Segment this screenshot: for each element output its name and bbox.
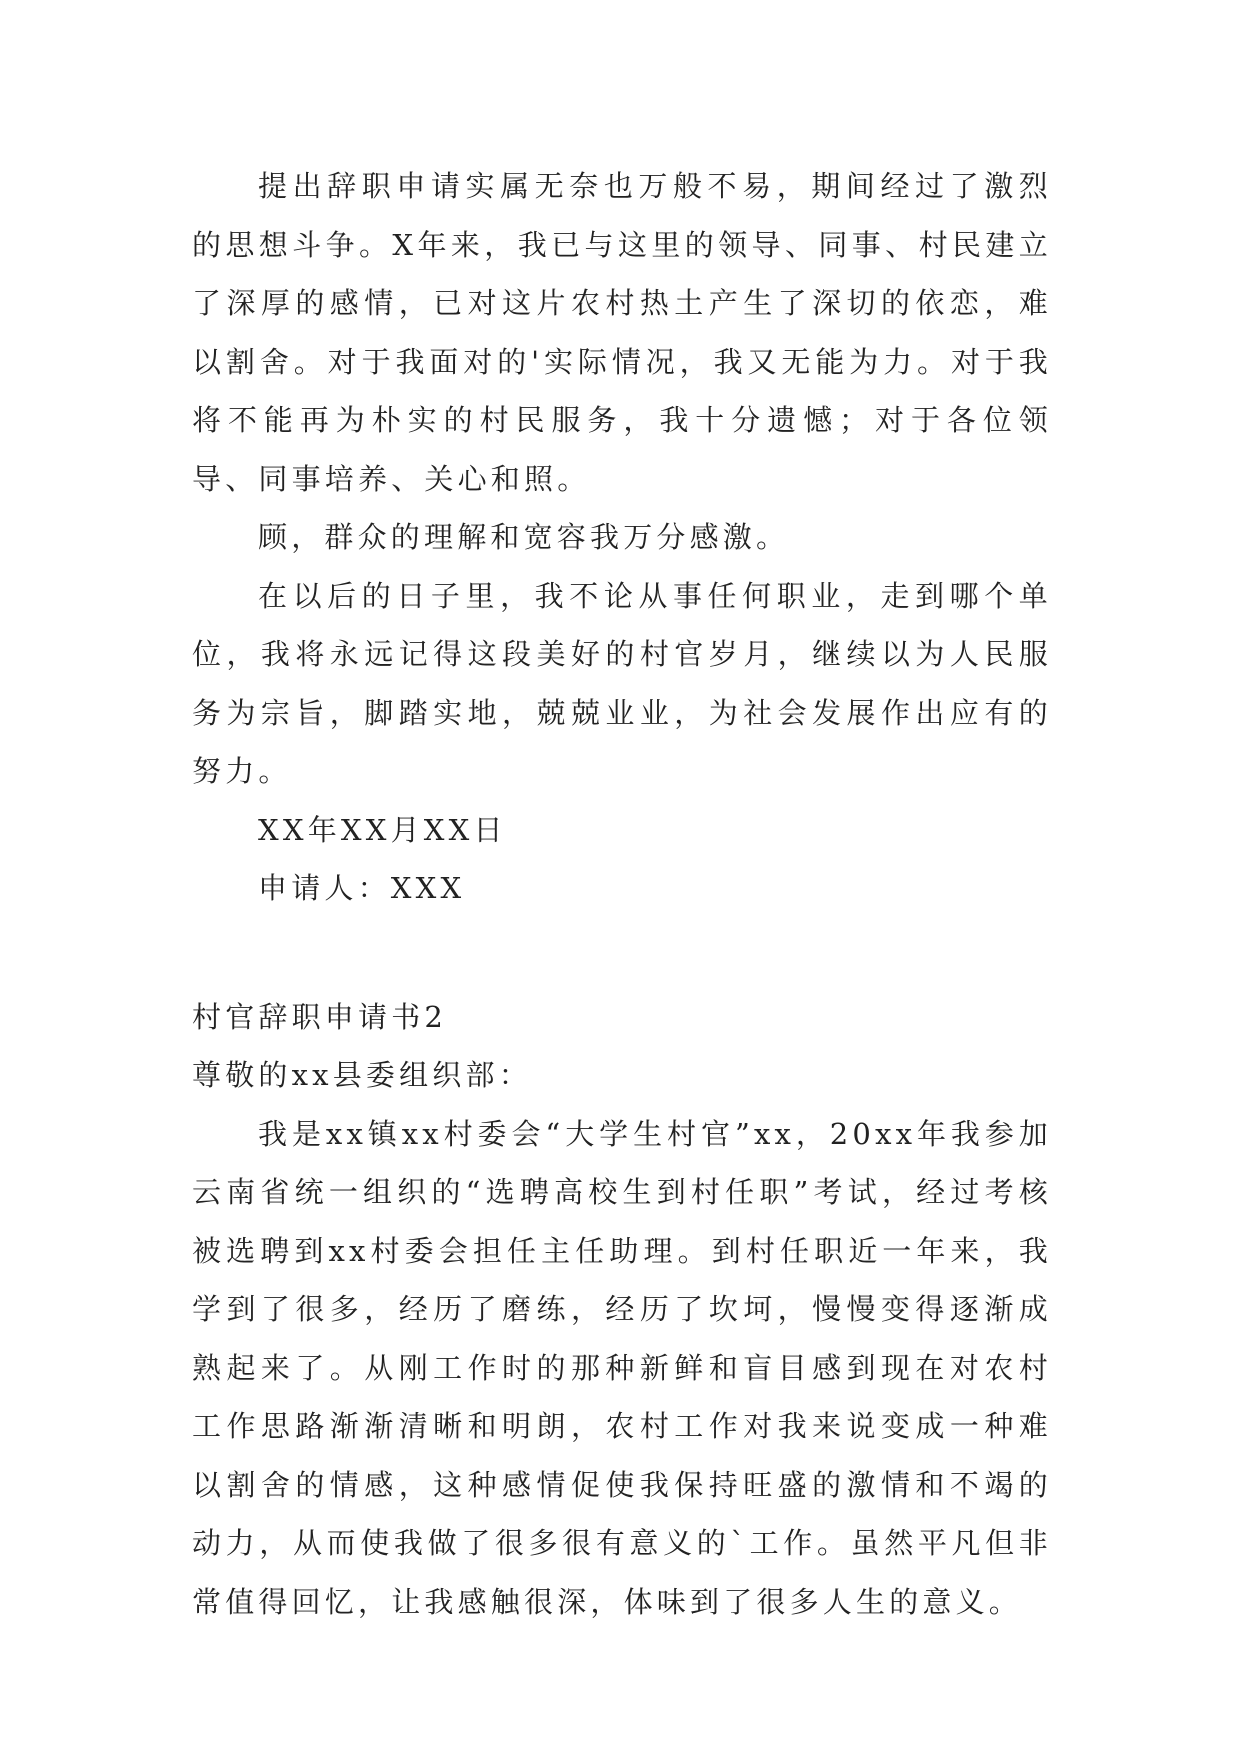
section-title: 村官辞职申请书2 xyxy=(192,999,448,1034)
section-spacer xyxy=(192,918,1052,988)
salutation: 尊敬的xx县委组织部： xyxy=(192,1058,532,1092)
paragraph-introduction: 我是xx镇xx村委会“大学生村官”xx，20xx年我参加云南省统一组织的“选聘高校生到村任职”考试，经过考核被选聘到xx村委会担任主任助理。到村任职近一年来，我学到了很多，经历了磨练，经历了坎坷，慢慢变得逐渐成熟起来了。从刚工作时的那种新鲜和盲目感到现在对农村工作思路渐渐清晰和明朗，农村工作对我来说变成一种难以割舍的情感，这种感情促使我保持旺盛的激情和不竭的动力，从而使我做了很多很有意义的`工作。虽然平凡但非常值得回忆，让我感触很深，体味到了很多人生的意义。 xyxy=(192,1116,1052,1619)
document-body xyxy=(192,157,1052,1631)
paragraph-gratitude: 顾，群众的理解和宽容我万分感激。 xyxy=(258,520,790,554)
date-line: XX年XX月XX日 xyxy=(258,812,507,847)
paragraph-future: 在以后的日子里，我不论从事任何职业，走到哪个单位，我将永远记得这段美好的村官岁月，继续以为人民服务为宗旨，脚踏实地，兢兢业业，为社会发展作出应有的努力。 xyxy=(192,578,1052,788)
applicant-line: 申请人：XXX xyxy=(258,871,466,905)
paragraph-resignation-reason: 提出辞职申请实属无奈也万般不易，期间经过了激烈的思想斗争。X年来，我已与这里的领导、同事、村民建立了深厚的感情，已对这片农村热土产生了深切的依恋，难以割舍。对于我面对的'实际情况，我又无能为力。对于我将不能再为朴实的村民服务，我十分遗憾；对于各位领导、同事培养、关心和照。 xyxy=(192,169,1052,496)
